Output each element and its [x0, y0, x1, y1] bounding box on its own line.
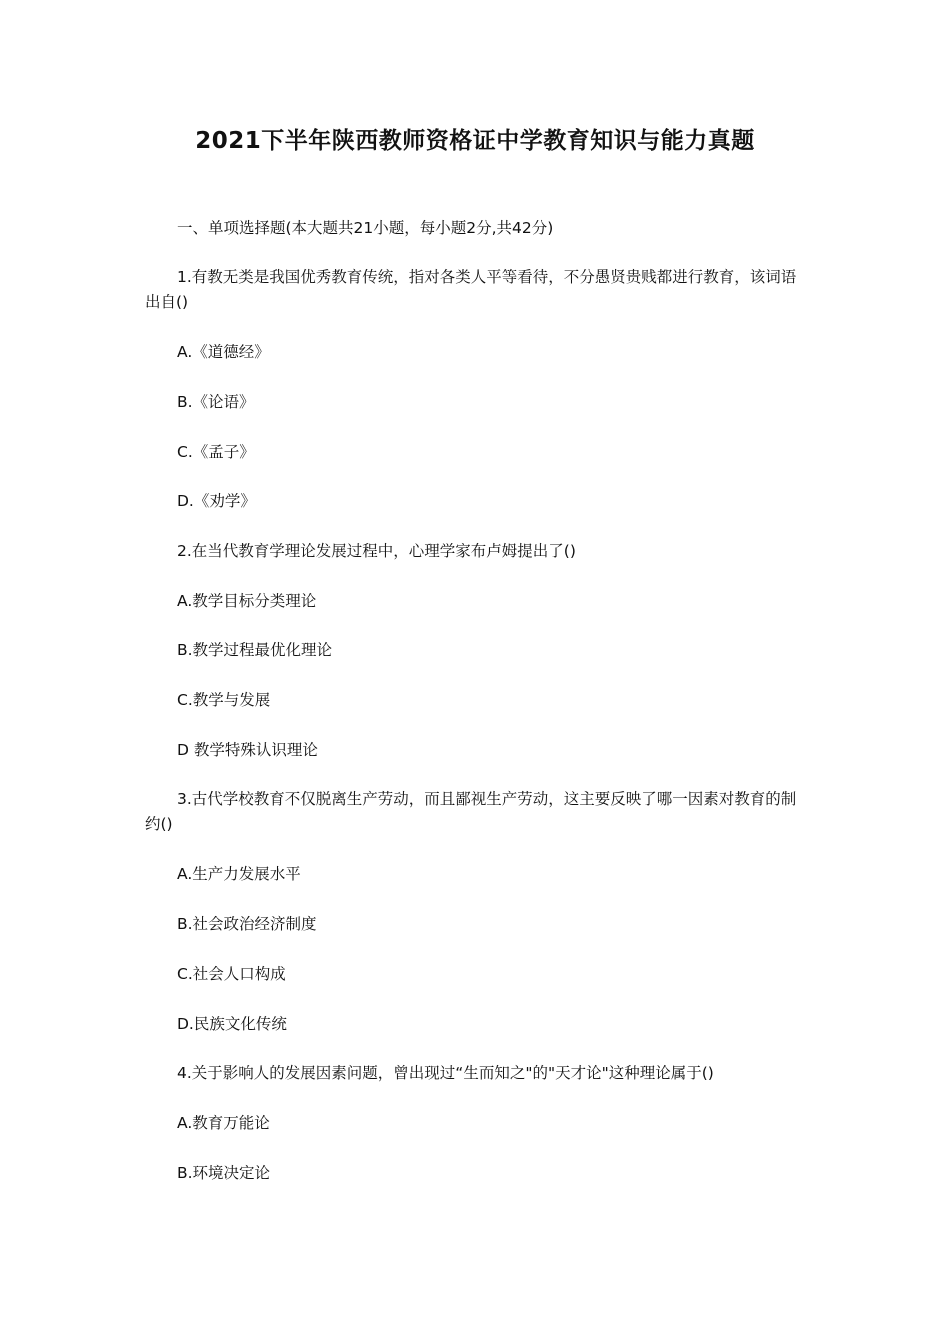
question-3-option-d: D.民族文化传统	[177, 1015, 287, 1033]
question-1-option-a: A.《道德经》	[177, 343, 270, 361]
question-3-option-b: B.社会政治经济制度	[177, 915, 317, 933]
question-4-option-a: A.教育万能论	[177, 1114, 270, 1132]
question-1-stem: 1.有教无类是我国优秀教育传统，指对各类人平等看待，不分愚贤贵贱都进行教育，该词语出自()	[145, 268, 797, 311]
question-1-option-c: C.《孟子》	[177, 443, 255, 461]
question-2-option-b: B.教学过程最优化理论	[177, 641, 333, 659]
question-3-option-a: A.生产力发展水平	[177, 865, 301, 883]
question-3-stem: 3.古代学校教育不仅脱离生产劳动，而且鄙视生产劳动，这主要反映了哪一因素对教育的制约()	[145, 790, 797, 833]
section-heading: 一、单项选择题(本大题共21小题，每小题2分,共42分)	[177, 219, 554, 237]
question-2-option-a: A.教学目标分类理论	[177, 592, 317, 610]
question-2-option-d: D 教学特殊认识理论	[177, 741, 318, 759]
question-3-option-c: C.社会人口构成	[177, 965, 286, 983]
question-4-stem: 4.关于影响人的发展因素问题，曾出现过“生而知之"的"天才论"这种理论属于()	[177, 1064, 714, 1082]
document-title: 2021下半年陕西教师资格证中学教育知识与能力真题	[195, 128, 755, 154]
question-2-stem: 2.在当代教育学理论发展过程中，心理学家布卢姆提出了()	[177, 542, 576, 560]
question-4-option-b: B.环境决定论	[177, 1164, 271, 1182]
question-1-option-d: D.《劝学》	[177, 492, 256, 510]
question-1-option-b: B.《论语》	[177, 393, 255, 411]
question-2-option-c: C.教学与发展	[177, 691, 271, 709]
